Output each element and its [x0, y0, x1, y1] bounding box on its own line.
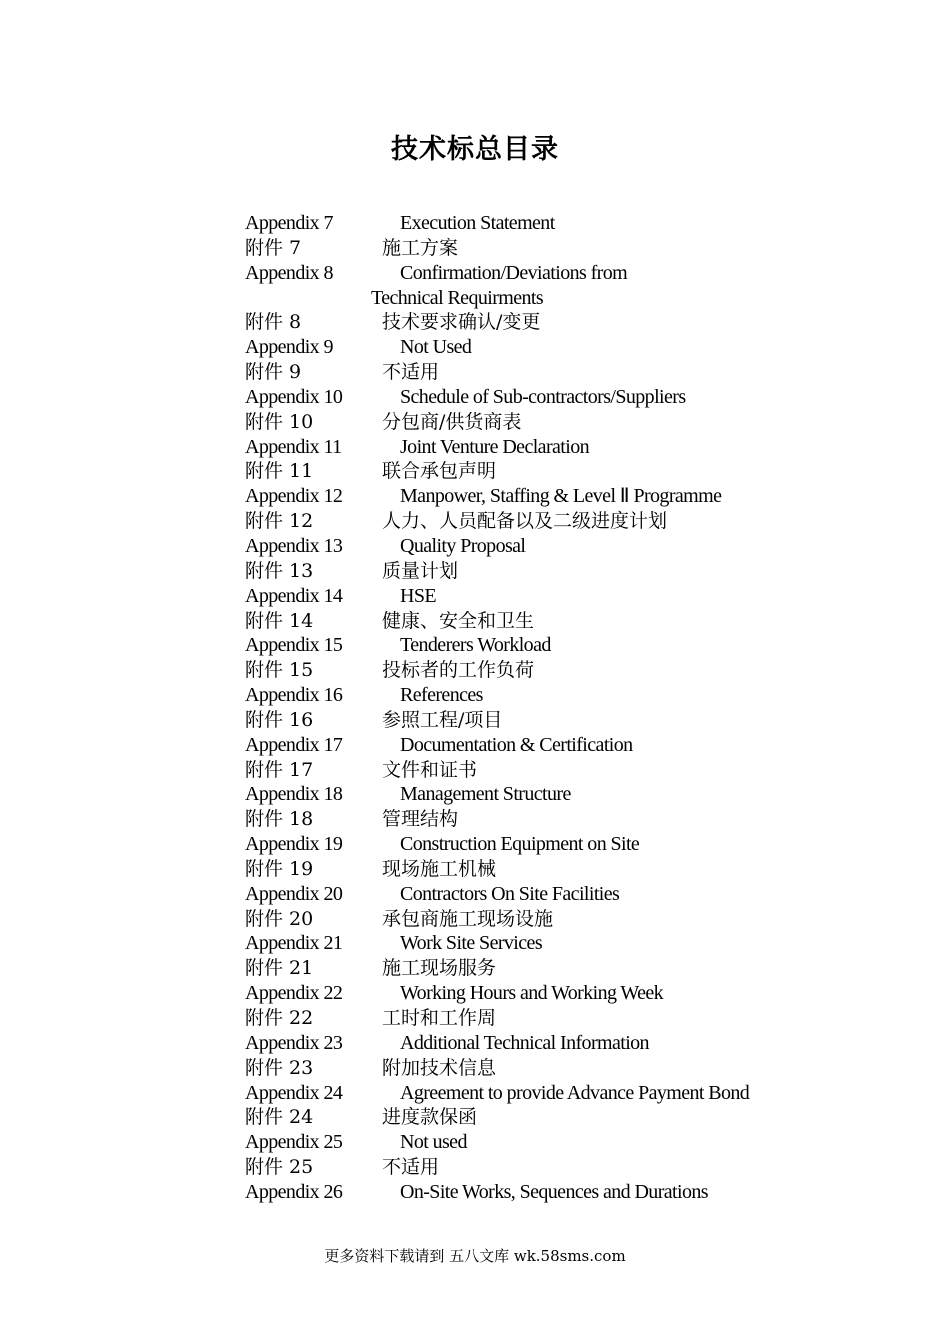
footer-note: 更多资料下载请到 五八文库 wk.58sms.com	[324, 1247, 626, 1265]
toc-entry-description: Not used	[400, 1131, 467, 1154]
toc-entry	[245, 1155, 805, 1180]
toc-entry-label: 附件 9	[245, 361, 302, 384]
toc-entry	[245, 459, 805, 484]
toc-entry-description: 文件和证书	[382, 758, 478, 781]
toc-entry	[245, 1180, 805, 1205]
toc-entry-label: Appendix 12	[245, 485, 343, 508]
toc-entry	[245, 559, 805, 584]
toc-entry-description: 工时和工作周	[382, 1007, 497, 1029]
toc-entry-label: Appendix 17	[245, 733, 343, 756]
toc-entry	[245, 609, 805, 634]
toc-entry-description: Not Used	[400, 336, 472, 359]
toc-entry	[245, 335, 805, 360]
toc-entry	[245, 509, 805, 534]
toc-entry-label: Appendix 16	[245, 684, 343, 707]
toc-entry	[245, 956, 805, 981]
toc-entry	[245, 211, 805, 236]
toc-entry-description: Additional Technical Information	[400, 1031, 649, 1054]
toc-entry	[245, 857, 805, 882]
toc-entry-label: Appendix 9	[245, 336, 333, 359]
toc-entry-label: 附件 13	[245, 559, 314, 582]
toc-entry	[245, 758, 805, 783]
toc-entry-label: Appendix 24	[245, 1081, 343, 1104]
toc-entry-description: 参照工程/项目	[382, 708, 503, 731]
toc-entry	[245, 981, 805, 1006]
toc-entry-description: 不适用	[382, 361, 440, 384]
toc-entry-label: 附件 15	[245, 659, 314, 682]
toc-entry-label: Appendix 14	[245, 584, 343, 607]
toc-entry-description: 投标者的工作负荷	[382, 659, 535, 682]
document-title: 技术标总目录	[391, 134, 559, 165]
toc-entry-label: Appendix 26	[245, 1180, 343, 1203]
toc-entry	[245, 1031, 805, 1056]
toc-entry-description: Joint Venture Declaration	[400, 435, 590, 458]
toc-entry-label: Appendix 11	[245, 435, 342, 458]
toc-entry-label: 附件 10	[245, 410, 314, 433]
toc-entry-description: 承包商施工现场设施	[382, 907, 554, 930]
toc-entry-label: Appendix 15	[245, 634, 343, 657]
toc-entry-label: Appendix 13	[245, 534, 343, 557]
toc-entry-label: Appendix 8	[245, 261, 333, 284]
toc-entry-description: Agreement to provide Advance Payment Bond	[400, 1081, 750, 1104]
toc-entry-description: 现场施工机械	[382, 857, 497, 880]
toc-entry-description: HSE	[400, 584, 436, 607]
toc-entry-description: References	[400, 684, 483, 707]
toc-entry	[245, 1105, 805, 1130]
toc-entry	[245, 931, 805, 956]
toc-entry-description: On-Site Works, Sequences and Durations	[400, 1180, 708, 1203]
toc-entry-label: 附件 22	[245, 1007, 314, 1029]
toc-entry	[245, 1056, 805, 1081]
toc-entry-label: 附件 16	[245, 708, 314, 731]
toc-entry-description: 人力、人员配备以及二级进度计划	[382, 510, 668, 533]
toc-entry-label: 附件 25	[245, 1156, 314, 1179]
toc-entry	[245, 683, 805, 708]
toc-entry-description: Schedule of Sub-contractors/Suppliers	[400, 385, 686, 408]
toc-entry-description: Documentation & Certification	[400, 733, 633, 756]
toc-entry-description: Tenderers Workload	[400, 634, 551, 657]
toc-entry-label: 附件 21	[245, 957, 314, 980]
toc-entry-label: 附件 23	[245, 1056, 314, 1079]
toc-entry	[245, 286, 805, 311]
toc-entry-label: 附件 20	[245, 907, 314, 930]
toc-entry	[245, 261, 805, 286]
toc-entry-label: 附件 19	[245, 857, 314, 880]
toc-entry-label: Appendix 23	[245, 1031, 343, 1054]
toc-entry-label: 附件 12	[245, 510, 314, 533]
toc-entry-description: Confirmation/Deviations from	[400, 261, 628, 284]
toc-entry-description: Construction Equipment on Site	[400, 833, 640, 856]
toc-entry-description: Manpower, Staffing & Level Ⅱ Programme	[400, 485, 722, 508]
toc-entry	[245, 236, 805, 261]
toc-entry-description: 管理结构	[382, 808, 459, 831]
toc-entry-label: Appendix 19	[245, 833, 343, 856]
toc-entry	[245, 1081, 805, 1106]
toc-entry-description: 进度款保函	[382, 1106, 478, 1129]
toc-entry-description: Work Site Services	[400, 932, 543, 955]
toc-entry	[245, 310, 805, 335]
toc-entry-label: 附件 11	[245, 460, 314, 483]
toc-entry-label: Appendix 7	[245, 212, 333, 234]
toc-entry	[245, 782, 805, 807]
toc-entry-label: 附件 8	[245, 311, 302, 334]
toc-entry	[245, 658, 805, 683]
toc-entry-description: Management Structure	[400, 783, 571, 806]
toc-entry	[245, 1006, 805, 1031]
toc-entry-label: 附件 24	[245, 1106, 314, 1129]
toc-entry	[245, 360, 805, 385]
toc-entry-description: 联合承包声明	[382, 460, 497, 483]
toc-entry-description: Contractors On Site Facilities	[400, 882, 620, 905]
toc-entry-description: 技术要求确认/变更	[382, 311, 541, 334]
toc-entry	[245, 733, 805, 758]
toc-entry	[245, 832, 805, 857]
toc-entry-label: Appendix 20	[245, 882, 343, 905]
toc-entry	[245, 633, 805, 658]
toc-entry-description: Execution Statement	[400, 212, 555, 234]
toc-entry	[245, 807, 805, 832]
toc-entry	[245, 435, 805, 460]
toc-entry	[245, 584, 805, 609]
toc-entry-label: 附件 18	[245, 808, 314, 831]
toc-entry-label: Appendix 18	[245, 783, 343, 806]
toc-entry-label: Appendix 25	[245, 1131, 343, 1154]
toc-entry	[245, 534, 805, 559]
toc-entry-description: Working Hours and Working Week	[400, 982, 664, 1005]
toc-entry-description: 施工方案	[382, 236, 459, 259]
toc-entry-description: 健康、安全和卫生	[382, 609, 535, 632]
toc-entry	[245, 708, 805, 733]
toc-entry	[245, 484, 805, 509]
toc-entry-description: Quality Proposal	[400, 534, 526, 557]
toc-entry-label: 附件 14	[245, 609, 314, 632]
table-of-contents	[245, 211, 805, 1205]
toc-entry-label: 附件 7	[245, 236, 302, 259]
toc-entry-description: 不适用	[382, 1156, 440, 1179]
toc-entry-label: Appendix 10	[245, 385, 343, 408]
toc-entry-description: 施工现场服务	[382, 957, 497, 980]
toc-entry	[245, 410, 805, 435]
toc-entry-label: 附件 17	[245, 758, 314, 781]
toc-entry-description: Technical Requirments	[371, 286, 544, 309]
toc-entry	[245, 907, 805, 932]
toc-entry	[245, 385, 805, 410]
toc-entry-description: 质量计划	[382, 559, 459, 582]
toc-entry-label: Appendix 21	[245, 932, 343, 955]
toc-entry-description: 分包商/供货商表	[382, 410, 522, 433]
toc-entry	[245, 882, 805, 907]
toc-entry-description: 附加技术信息	[382, 1056, 497, 1079]
toc-entry-label: Appendix 22	[245, 982, 343, 1005]
toc-entry	[245, 1130, 805, 1155]
